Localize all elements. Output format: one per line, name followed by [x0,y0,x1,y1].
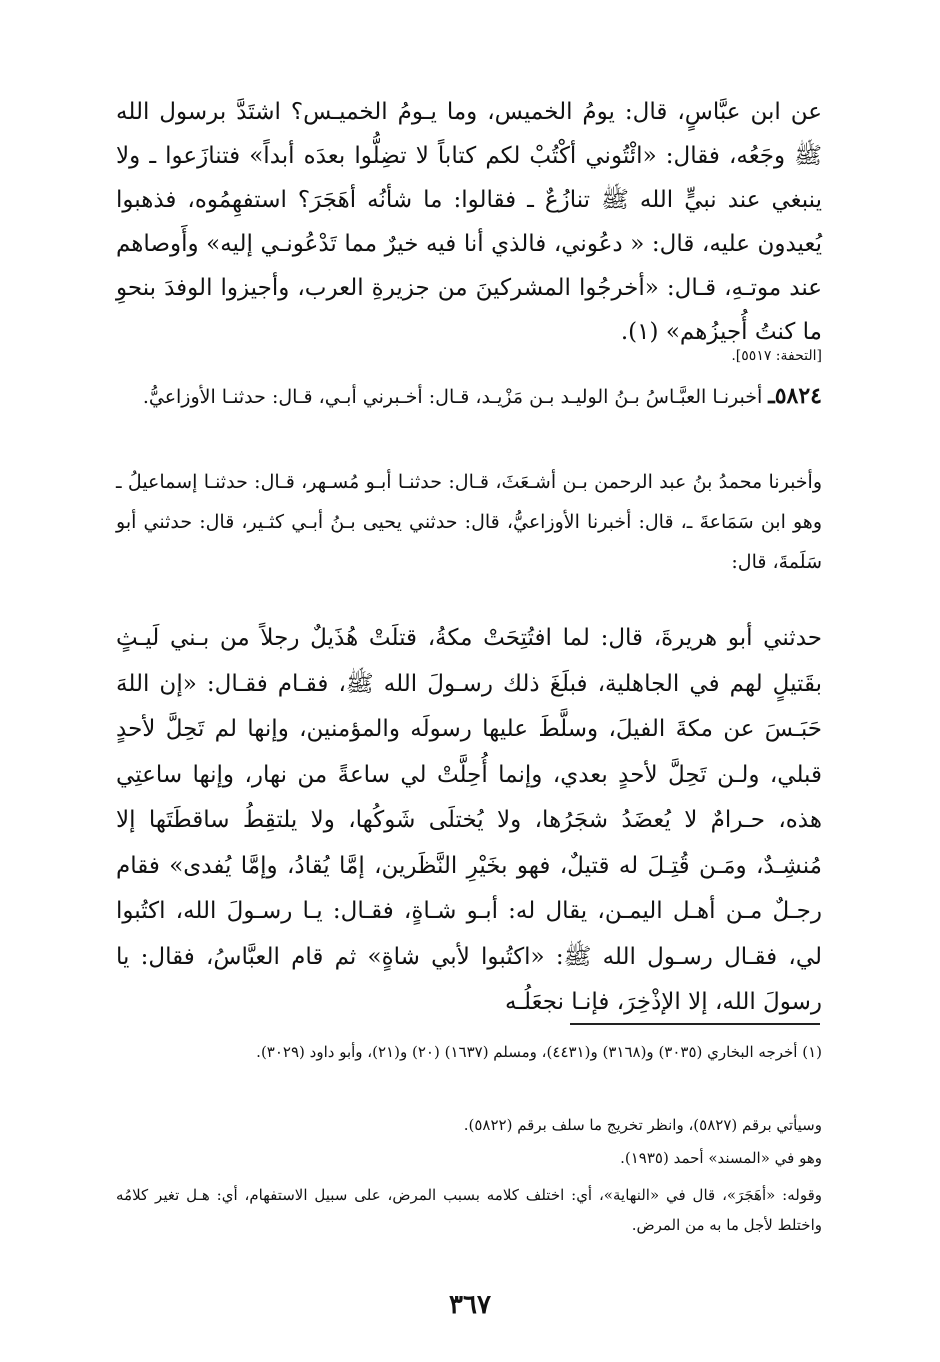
isnad-1-text: أخبرنـا العبَّـاسُ بـنُ الوليـد بـن مَزْيـد، قـال: أخـبرني أبـي، قـال: حدثنـا الأوزاعيُّ. [142,386,763,408]
footnote-1: (١) أخرجه البخاري (٣٠٣٥) و(٣١٦٨) و(٤٤٣١)، ومسلم (١٦٣٧) (٢٠) و(٢١)، وأبو داود (٣٠٢٩). [256,1043,822,1061]
hadith-5824-matn: حدثني أبو هريرةَ، قال: لما افتُتِحَتْ مكةُ، قتلَتْ هُذَيلٌ رجلاً من بـني لَيـثٍ بقَتيلٍ لهم في الجاهلية، فبلَغَ ذلك رسـولَ الله ﷺ، فقـام فقـال: «إن اللهَ حَبَـسَ عن مكةَ الفيلَ، وسلَّطَ عليها رسولَه والمؤمنين، وإنها لم تَحِلَّ لأحدٍ قبلي، ولـن تَحِلَّ لأحدٍ بعدي، وإنما أُحِلَّتْ لي ساعةً من نهار، وإنها ساعتِي هذه، حـرامٌ لا يُعضَدُ شجَرُها، ولا يُختلَى شَوكُها، ولا يلتقِطُ ساقطَتَها إلا مُنشِـدٌ، ومَـن قُتِـلَ له قتيلٌ، فهو بخَيْرِ النَّظَرين، إمَّا يُقادُ، وإمَّا يُفدى» فقام رجـلٌ مـن أهـل اليمـن، يقال له: أبـو شـاةٍ، فقـال: يـا رسـولَ الله، اكتُبوا لي، فقـال رسـول الله ﷺ: «اكتُبوا لأبي شاةٍ» ثم قام العبَّاسُ، فقال: يا رسولَ الله، إلا الإذْخِرَ، فإنـا نجعَلُـه [116,625,822,1015]
footnote-4: وقوله: «أهَجَرَ»، قال في «النهاية»، أي: اختلف كلامه بسبب المرض، على سبيل الاستفهام، أي: هـل تغير كلامُه واختلط لأجل ما به من المرض. [116,1186,822,1234]
hadith-5823-continuation: عن ابن عبَّاسٍ، قال: يومُ الخميس، وما يـومُ الخميـس؟ اشتَدَّ برسول الله ﷺ وجَعُه، فقال: «ائْتُوني أكْتُبْ لكم كتاباً لا تضِلُّوا بعدَه أبداً» فتنازَعوا ـ ولا ينبغي عند نبيٍّ الله ﷺ تنازُعٌ ـ فقالوا: ما شأنُه أهَجَرَ؟ استفهِمُوه، فذهبوا يُعيدون عليه، قال: « دعُوني، فالذي أنا فيه خيرٌ مما تَدْعُونـي إليه» وأَوصاهم عند موتـهِ، قـال: «أخرجُوا المشركينَ من جزيرةِ العرب، وأجيزوا الوفدَ بنحوِ ما كنتُ أُجيزُهم» (١). [116,99,822,345]
page-number: ٣٦٧ [449,1290,491,1320]
hadith-5824-isnad-2: وأخبرنا محمدُ بنُ عبد الرحمن بـن أشـعَثَ، قـال: حدثنـا أبـو مُسـهر، قـال: حدثنـا إسماعيلُ ـ وهو ابن سَمَاعةَ ـ، قال: أخبرنا الأوزاعيُّ، قال: حدثني يحيى بـنُ أبـي كثـير، قال: حدثني أبو سَلَمةَ، قال: [116,471,822,573]
footnote-3: وهو في «المسند» أحمد (١٩٣٥). [620,1149,822,1167]
hadith-5824-isnad-1 [116,376,822,417]
footnote-separator [570,1023,820,1025]
hadith-number: ٥٨٢٤ـ [768,383,822,409]
footnote-2: وسيأتي برقم (٥٨٢٧)، وانظر تخريج ما سلف برقم (٥٨٢٢). [463,1116,822,1134]
tuhfa-reference: [التحفة: ٥٥١٧]. [731,348,822,364]
